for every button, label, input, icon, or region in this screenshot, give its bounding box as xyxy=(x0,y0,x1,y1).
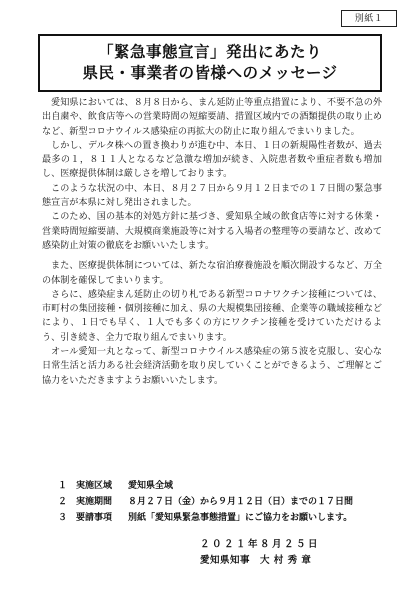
list-item xyxy=(58,510,378,526)
list-item xyxy=(58,494,378,510)
issue-date: ２０２１年８月２５日 xyxy=(200,539,321,550)
item-number: １ xyxy=(58,481,68,491)
paragraph-7: オール愛知一丸となって、新型コロナウイルス感染症の第５波を克服し、安心な日常生活と活力ある社会経済活動を取り戻していくことができるよう、ご理解とご協力をいただきますようお願いいたします。 xyxy=(42,347,382,386)
message-body xyxy=(42,96,382,388)
paragraph-4: このため、国の基本的対処方針に基づき、愛知県全域の飲食店等に対する休業・営業時間短縮要請、大規模商業施設等に対する入場者の整理等の要請など、改めて感染防止対策の徹底をお願いいたします。 xyxy=(42,212,382,251)
item-number: ２ xyxy=(58,497,68,507)
item-number: ３ xyxy=(58,513,68,523)
list-item xyxy=(58,478,378,494)
paragraph-6: さらに、感染症まん延防止の切り札である新型コロナワクチン接種については、市町村の集団接種・個別接種に加え、県の大規模集団接種、企業等の職域接種などにより、１日でも早く、１人でも多くの方にワクチン接種を受けていただけるよう、引き続き、全力で取り組んでまいります。 xyxy=(42,289,382,343)
paragraph-1: 愛知県においては、８月８日から、まん延防止等重点措置により、不要不急の外出自粛や、飲食店等への営業時間の短縮要請、措置区域内での酒類提供の取り止めなど、新型コロナウイルス感染症の再拡大の防止に取り組んでまいりました。 xyxy=(42,98,382,137)
signer-name: 愛知県知事 大 村 秀 章 xyxy=(200,555,312,566)
measures-list xyxy=(58,478,378,526)
title-line-1: 「緊急事態宣言」発出にあたり xyxy=(97,43,322,61)
paragraph-5: また、医療提供体制については、新たな宿泊療養施設を順次開設するなど、万全の体制を確保してまいります。 xyxy=(42,261,382,286)
paragraph-3: このような状況の中、本日、８月２７日から９月１２日までの１７日間の緊急事態宣言が本県に対し発出されました。 xyxy=(42,183,382,209)
title-line-2: 県民・事業者の皆様へのメッセージ xyxy=(82,64,338,82)
item-value: 愛知県全域 xyxy=(128,481,174,491)
title-box xyxy=(38,34,382,92)
item-value: ８月２７日（金）から９月１２日（日）までの１７日間 xyxy=(128,497,354,507)
item-label: 実施区域 xyxy=(76,481,113,491)
item-label: 実施期間 xyxy=(76,497,113,507)
item-label: 要請事項 xyxy=(76,513,113,523)
attachment-label: 別紙１ xyxy=(341,10,397,27)
item-value: 別紙「愛知県緊急事態措置」にご協力をお願いします。 xyxy=(128,513,353,523)
paragraph-2: しかし、デルタ株への置き換わりが進む中、本日、１日の新規陽性者数が、過去最多の１，８１１人となるなど急激な増加が続き、入院患者数や重症者数も増加し、医療提供体制は厳しさを増しております。 xyxy=(42,140,382,180)
